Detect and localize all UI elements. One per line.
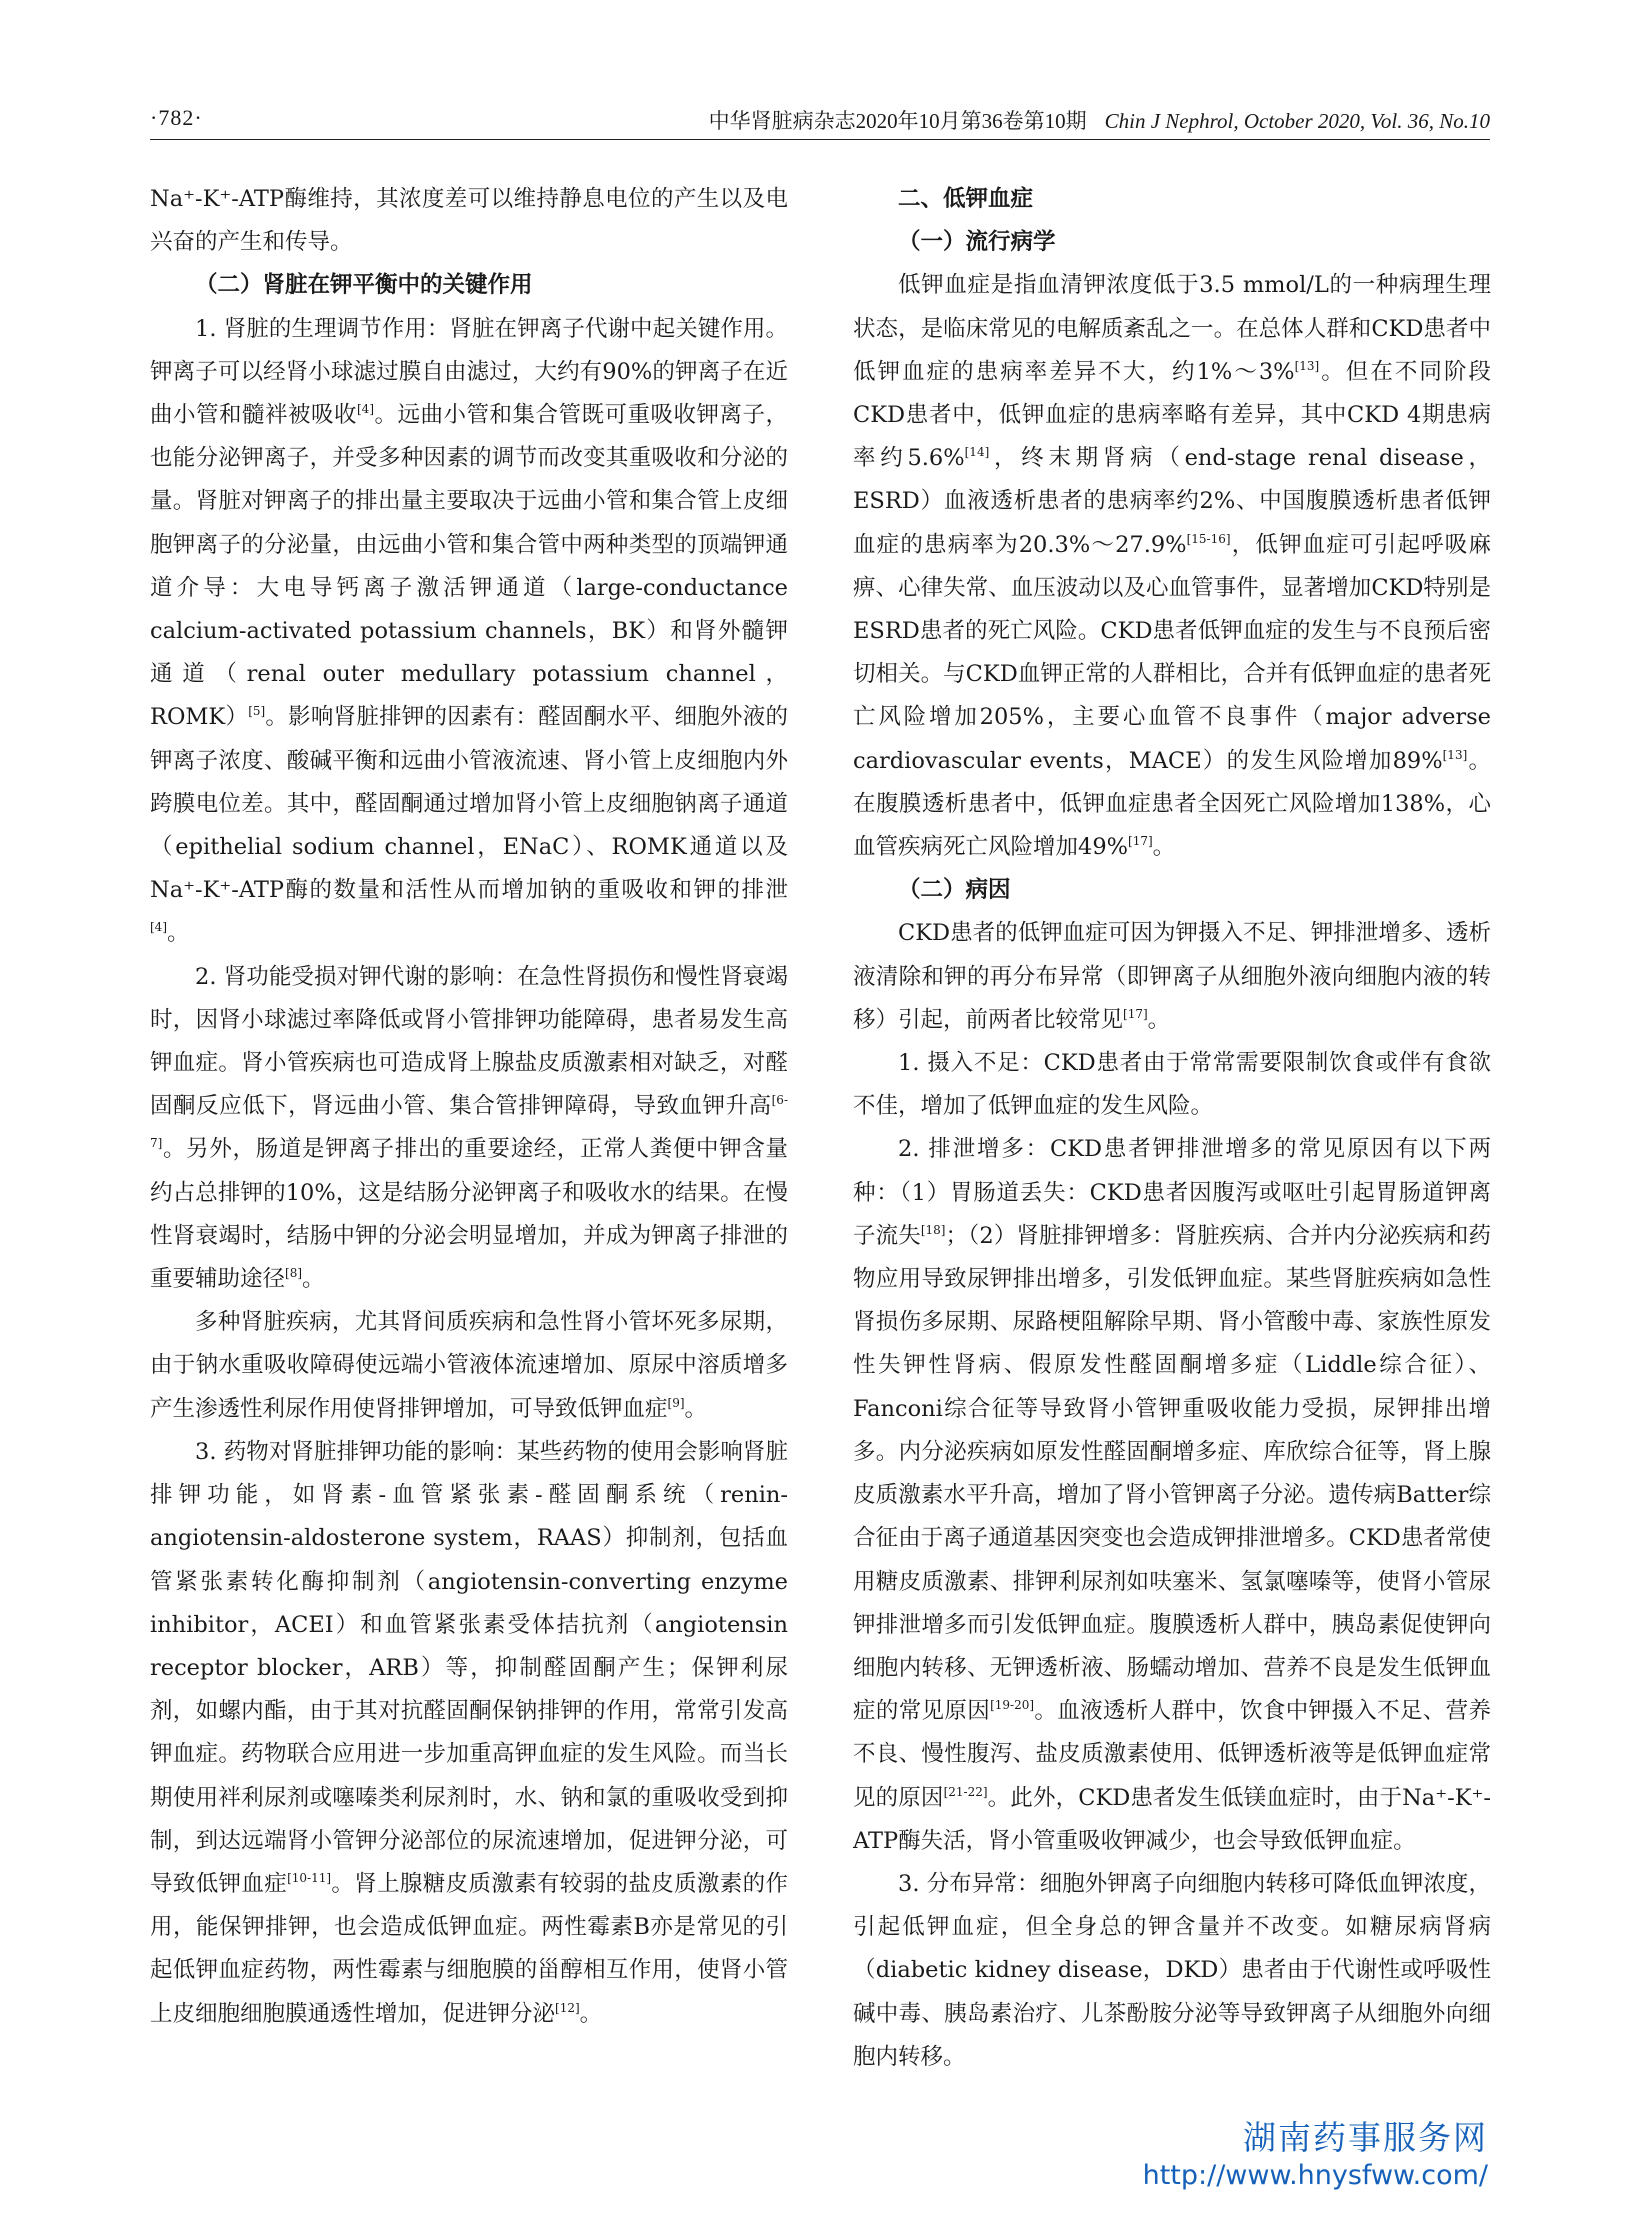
left-paragraph: Na⁺-K⁺-ATP酶维持，其浓度差可以维持静息电位的产生以及电兴奋的产生和传导。 bbox=[150, 186, 788, 256]
citation-marker: [17] bbox=[1128, 834, 1153, 849]
left-column bbox=[150, 178, 788, 2036]
citation-marker: [19-20] bbox=[990, 1698, 1035, 1713]
watermark-site-name: 湖南药事服务网 bbox=[1243, 2118, 1488, 2157]
right-paragraph: 1. 摄入不足：CKD患者由于常常需要限制饮食或伴有食欲不佳，增加了低钾血症的发生风险。 bbox=[853, 1050, 1491, 1120]
journal-title-cn: 中华肾脏病杂志2020年10月第36卷第10期 bbox=[708, 109, 1087, 133]
right-section-heading: （二）病因 bbox=[898, 877, 1011, 904]
citation-marker: [4] bbox=[150, 920, 167, 935]
right-paragraph: 3. 分布异常：细胞外钾离子向细胞内转移可降低血钾浓度，引起低钾血症，但全身总的钾含量并不改变。如糖尿病肾病（diabetic kidney disease，DKD）患者由于代谢性或呼吸性碱中毒、胰岛素治疗、儿茶酚胺分泌等导致钾离子从细胞外向细胞内转移。 bbox=[853, 1870, 1491, 2070]
right-paragraph: CKD患者的低钾血症可因为钾摄入不足、钾排泄增多、透析液清除和钾的再分布异常（即钾离子从细胞外液向细胞内液的转移）引起，前两者比较常见[17]。 bbox=[853, 920, 1491, 1033]
citation-marker: [17] bbox=[1123, 1006, 1148, 1021]
citation-marker: [4] bbox=[357, 402, 374, 417]
page-number: ·782· bbox=[150, 105, 203, 130]
journal-title-en: Chin J Nephrol, October 2020, Vol. 36, No.10 bbox=[1104, 109, 1490, 133]
citation-marker: [13] bbox=[1294, 358, 1320, 373]
left-paragraph: 多种肾脏疾病，尤其肾间质疾病和急性肾小管坏死多尿期，由于钠水重吸收障碍使远端小管液体流速增加、原尿中溶质增多产生渗透性利尿作用使肾排钾增加，可导致低钾血症[9]。 bbox=[150, 1309, 788, 1422]
site-watermark bbox=[1143, 2118, 1488, 2194]
left-section-heading: （二）肾脏在钾平衡中的关键作用 bbox=[195, 272, 533, 299]
right-paragraph: 低钾血症是指血清钾浓度低于3.5 mmol/L的一种病理生理状态，是临床常见的电解质紊乱之一。在总体人群和CKD患者中低钾血症的患病率差异不大，约1%～3%[13]。但在不同阶段CKD患者中，低钾血症的患病率略有差异，其中CKD 4期患病率约5.6%[14]，终末期肾病（end-stage renal disease，ESRD）血液透析患者的患病率约2%、中国腹膜透析患者低钾血症的患病率为20.3%～27.9%[15-16]，低钾血症可引起呼吸麻痹、心律失常、血压波动以及心血管事件，显著增加CKD特别是ESRD患者的死亡风险。CKD患者低钾血症的发生与不良预后密切相关。与CKD血钾正常的人群相比，合并有低钾血症的患者死亡风险增加205%，主要心血管不良事件（major adverse cardiovascular events，MACE）的发生风险增加89%[13]。在腹膜透析患者中，低钾血症患者全因死亡风险增加138%，心血管疾病死亡风险增加49%[17]。 bbox=[853, 272, 1491, 861]
right-column bbox=[853, 178, 1491, 2079]
citation-marker: [13] bbox=[1442, 747, 1468, 762]
citation-marker: [18] bbox=[920, 1222, 946, 1237]
right-paragraph: 2. 排泄增多：CKD患者钾排泄增多的常见原因有以下两种：（1）胃肠道丢失：CKD患者因腹泻或呕吐引起胃肠道钾离子流失[18]；（2）肾脏排钾增多：肾脏疾病、合并内分泌疾病和药物应用导致尿钾排出增多，引发低钾血症。某些肾脏疾病如急性肾损伤多尿期、尿路梗阻解除早期、肾小管酸中毒、家族性原发性失钾性肾病、假原发性醛固酮增多症（Liddle综合征）、Fanconi综合征等导致肾小管钾重吸收能力受损，尿钾排出增多。内分泌疾病如原发性醛固酮增多症、库欣综合征等，肾上腺皮质激素水平升高，增加了肾小管钾离子分泌。遗传病Batter综合征由于离子通道基因突变也会造成钾排泄增多。CKD患者常使用糖皮质激素、排钾利尿剂如呋塞米、氢氯噻嗪等，使肾小管尿钾排泄增多而引发低钾血症。腹膜透析人群中，胰岛素促使钾向细胞内转移、无钾透析液、肠蠕动增加、营养不良是发生低钾血症的常见原因[19-20]。血液透析人群中，饮食中钾摄入不足、营养不良、慢性腹泻、盐皮质激素使用、低钾透析液等是低钾血症常见的原因[21-22]。此外，CKD患者发生低镁血症时，由于Na⁺-K⁺-ATP酶失活，肾小管重吸收钾减少，也会导致低钾血症。 bbox=[853, 1136, 1491, 1854]
watermark-url: http://www.hnysfww.com/ bbox=[1142, 2160, 1488, 2191]
citation-marker: [10-11] bbox=[287, 1870, 332, 1885]
citation-marker: [6-7] bbox=[150, 1093, 788, 1151]
left-paragraph: 2. 肾功能受损对钾代谢的影响：在急性肾损伤和慢性肾衰竭时，因肾小球滤过率降低或肾小管排钾功能障碍，患者易发生高钾血症。肾小管疾病也可造成肾上腺盐皮质激素相对缺乏，对醛固酮反应低下，肾远曲小管、集合管排钾障碍，导致血钾升高[6-7]。另外，肠道是钾离子排出的重要途经，正常人粪便中钾含量约占总排钾的10%，这是结肠分泌钾离子和吸收水的结果。在慢性肾衰竭时，结肠中钾的分泌会明显增加，并成为钾离子排泄的重要辅助途径[8]。 bbox=[150, 963, 788, 1293]
right-section-heading: （一）流行病学 bbox=[898, 229, 1056, 256]
left-paragraph: 3. 药物对肾脏排钾功能的影响：某些药物的使用会影响肾脏排钾功能，如肾素-血管紧张素-醛固酮系统（renin-angiotensin-aldosterone system，RAAS）抑制剂，包括血管紧张素转化酶抑制剂（angiotensin-converting enzyme inhibitor，ACEI）和血管紧张素受体拮抗剂（angiotensin receptor blocker，ARB）等，抑制醛固酮产生；保钾利尿剂，如螺内酯，由于其对抗醛固酮保钠排钾的作用，常常引发高钾血症。药物联合应用进一步加重高钾血症的发生风险。而当长期使用袢利尿剂或噻嗪类利尿剂时，水、钠和氯的重吸收受到抑制，到达远端肾小管钾分泌部位的尿流速增加，促进钾分泌，可导致低钾血症[10-11]。肾上腺糖皮质激素有较弱的盐皮质激素的作用，能保钾排钾，也会造成低钾血症。两性霉素B亦是常见的引起低钾血症药物，两性霉素与细胞膜的甾醇相互作用，使肾小管上皮细胞细胞膜通透性增加，促进钾分泌[12]。 bbox=[150, 1438, 788, 2027]
citation-marker: [9] bbox=[667, 1395, 685, 1410]
running-header bbox=[150, 103, 1490, 140]
right-section-heading: 二、低钾血症 bbox=[898, 186, 1034, 212]
citation-marker: [15-16] bbox=[1186, 531, 1231, 546]
left-paragraph: 1. 肾脏的生理调节作用：肾脏在钾离子代谢中起关键作用。钾离子可以经肾小球滤过膜自由滤过，大约有90%的钾离子在近曲小管和髓袢被吸收[4]。远曲小管和集合管既可重吸收钾离子，也能分泌钾离子，并受多种因素的调节而改变其重吸收和分泌的量。肾脏对钾离子的排出量主要取决于远曲小管和集合管上皮细胞钾离子的分泌量，由远曲小管和集合管中两种类型的顶端钾通道介导：大电导钙离子激活钾通道（large-conductance calcium-activated potassium channels，BK）和肾外髓钾通道（renal outer medullary potassium channel，ROMK）[5]。影响肾脏排钾的因素有：醛固酮水平、细胞外液的钾离子浓度、酸碱平衡和远曲小管液流速、肾小管上皮细胞内外跨膜电位差。其中，醛固酮通过增加肾小管上皮细胞钠离子通道（epithelial sodium channel，ENaC）、ROMK通道以及Na⁺-K⁺-ATP酶的数量和活性从而增加钠的重吸收和钾的排泄[4]。 bbox=[150, 315, 788, 947]
citation-marker: [8] bbox=[285, 1266, 303, 1281]
citation-marker: [5] bbox=[248, 704, 266, 719]
citation-marker: [21-22] bbox=[943, 1784, 988, 1799]
journal-citation bbox=[709, 105, 1490, 135]
citation-marker: [12] bbox=[555, 2000, 580, 2015]
citation-marker: [14] bbox=[964, 445, 990, 460]
